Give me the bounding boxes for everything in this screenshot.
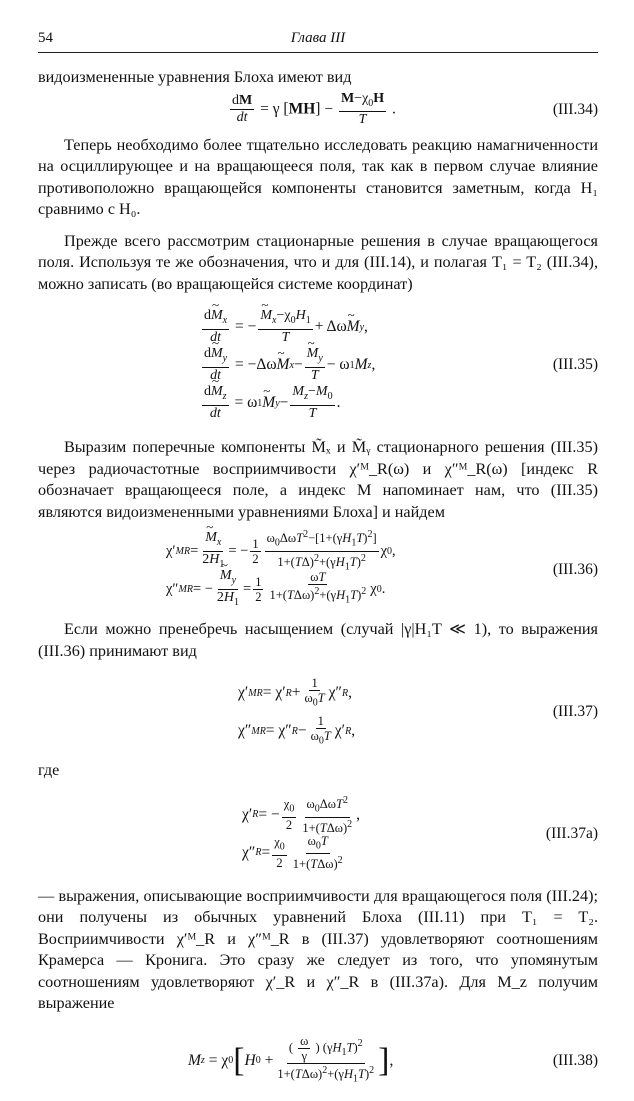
- equation-iii-34: $\frac{dM}{dt}$ = γ [MH] − $\frac{M-\chi_0H}{T}$ . (III.34): [232, 90, 598, 128]
- page: [38, 28, 598, 1101]
- paragraph-stationary: Прежде всего рассмотрим стационарные решения в случае вращающегося поля. Используя те же обозначения, что и для (III.14), и полагая T₁ = T₂ (III.34), можно записать (во вращающейся системе координат): [38, 231, 598, 293]
- equation-number: (III.37а): [545, 824, 598, 842]
- equation-number: (III.34): [552, 100, 598, 118]
- equation-iii-37: χ′ M R = χ′ R + $\frac{1}{\omega_0T}$ χ″ R , χ″ M R = χ″ R − $\frac{1}{\omega_0T}$ χ′ R , (III.37): [238, 675, 598, 747]
- paragraph-susceptibilities: — выражения, описывающие восприимчивости для вращающегося поля (III.24); они получены из обычных уравнений Блоха (III.11) при T₁ = T₂. Восприимчивости χ′ᴹ_R и χ″ᴹ_R в (III.37) удовлетворяют соотношениям Крамерса — Кронига. Это сразу же следует из того, что упомянутым соотношениям удовлетворяют χ′_R и χ″_R в (III.37а). Для M_z получим выражение: [38, 886, 598, 1012]
- paragraph-where: где: [38, 761, 60, 779]
- page-number: 54: [38, 30, 53, 46]
- equation-number: (III.38): [552, 1051, 598, 1069]
- equation-iii-36: χ′ M R = ~ $\frac{M_x}{2H_1}$ = − $\frac{1}{2}$ $\frac{\omega_0\Delta\omega T^2-[1+(\gamma H_1T)^2]}{1+(T\Delta)^2+(\gamma H_1T)^2}$ χ 0 , χ″ M R = − ~ $\frac{M_y}{2H_1}$ = $\frac{1}{2}$ $\frac{\omega T}{1+(T\Delta\omega)^2+(\gamma H_1T)^2}$ χ 0 . (III.36): [38, 527, 598, 613]
- paragraph-transverse: Выразим поперечные компоненты M̃ₓ и M̃ᵧ стационарного решения (III.35) через радиочастотные восприимчивости χ′ᴹ_R(ω) и χ″ᴹ_R(ω) [индекс R обозначает вращающееся поле, а индекс M напоминает нам, что (III.35) являются видоизмененными уравнениями Блоха] и найдем: [38, 438, 598, 521]
- paragraph-reaction: Теперь необходимо более тщательно исследовать реакцию намагниченности на осциллирующее и на вращающееся поля, так как в первом случае влияние противоположно вращающейся компоненты становится заметным, когда H₁ сравнимо с H₀.: [38, 135, 598, 218]
- equation-iii-37a: χ′ R = − $\frac{\chi_0}{2}$ $\frac{\omega_0\Delta\omega T^2}{1+(T\Delta\omega)^2}$ , χ″ R = $\frac{\chi_0}{2}$ $\frac{\omega_0T}{1+(T\Delta\omega)^2}$ (III.37а): [242, 795, 598, 872]
- equation-number: (III.37): [552, 703, 598, 720]
- equation-iii-35: $\frac{d\sim M_x}{dt}$ = − ~ $\frac{M_x-\chi_0H_1}{T}$ + Δω ~ M y , $\frac{d\sim M_y}{dt}$ = −Δω ~ M x − ~ $\frac{M_y}{T}$ − ω 1 M z , $\frac{d\sim M_z}{dt}$ = ω 1 ~ M y − $\frac{M_z-M_0}{T}$ . (III.35): [38, 301, 598, 429]
- equation-number: (III.36): [552, 561, 598, 578]
- equation-number: (III.35): [552, 356, 598, 373]
- paragraph-intro: видоизмененные уравнения Блоха имеют вид: [38, 68, 352, 86]
- equation-iii-38: M z = χ 0 [ H 0 + ( $\frac{\omega}{\gamma}$ ) $(\gamma H_1T)^2$ $1+(T\Delta\omega)^2+(\gamma H_1T)^2$ ] , (III.38): [188, 1034, 598, 1085]
- paragraph-saturation: Если можно пренебречь насыщением (случай |γ|H₁T ≪ 1), то выражения (III.36) принимают вид: [38, 620, 598, 660]
- chapter-title: Глава III: [290, 30, 346, 46]
- running-header: [38, 28, 598, 53]
